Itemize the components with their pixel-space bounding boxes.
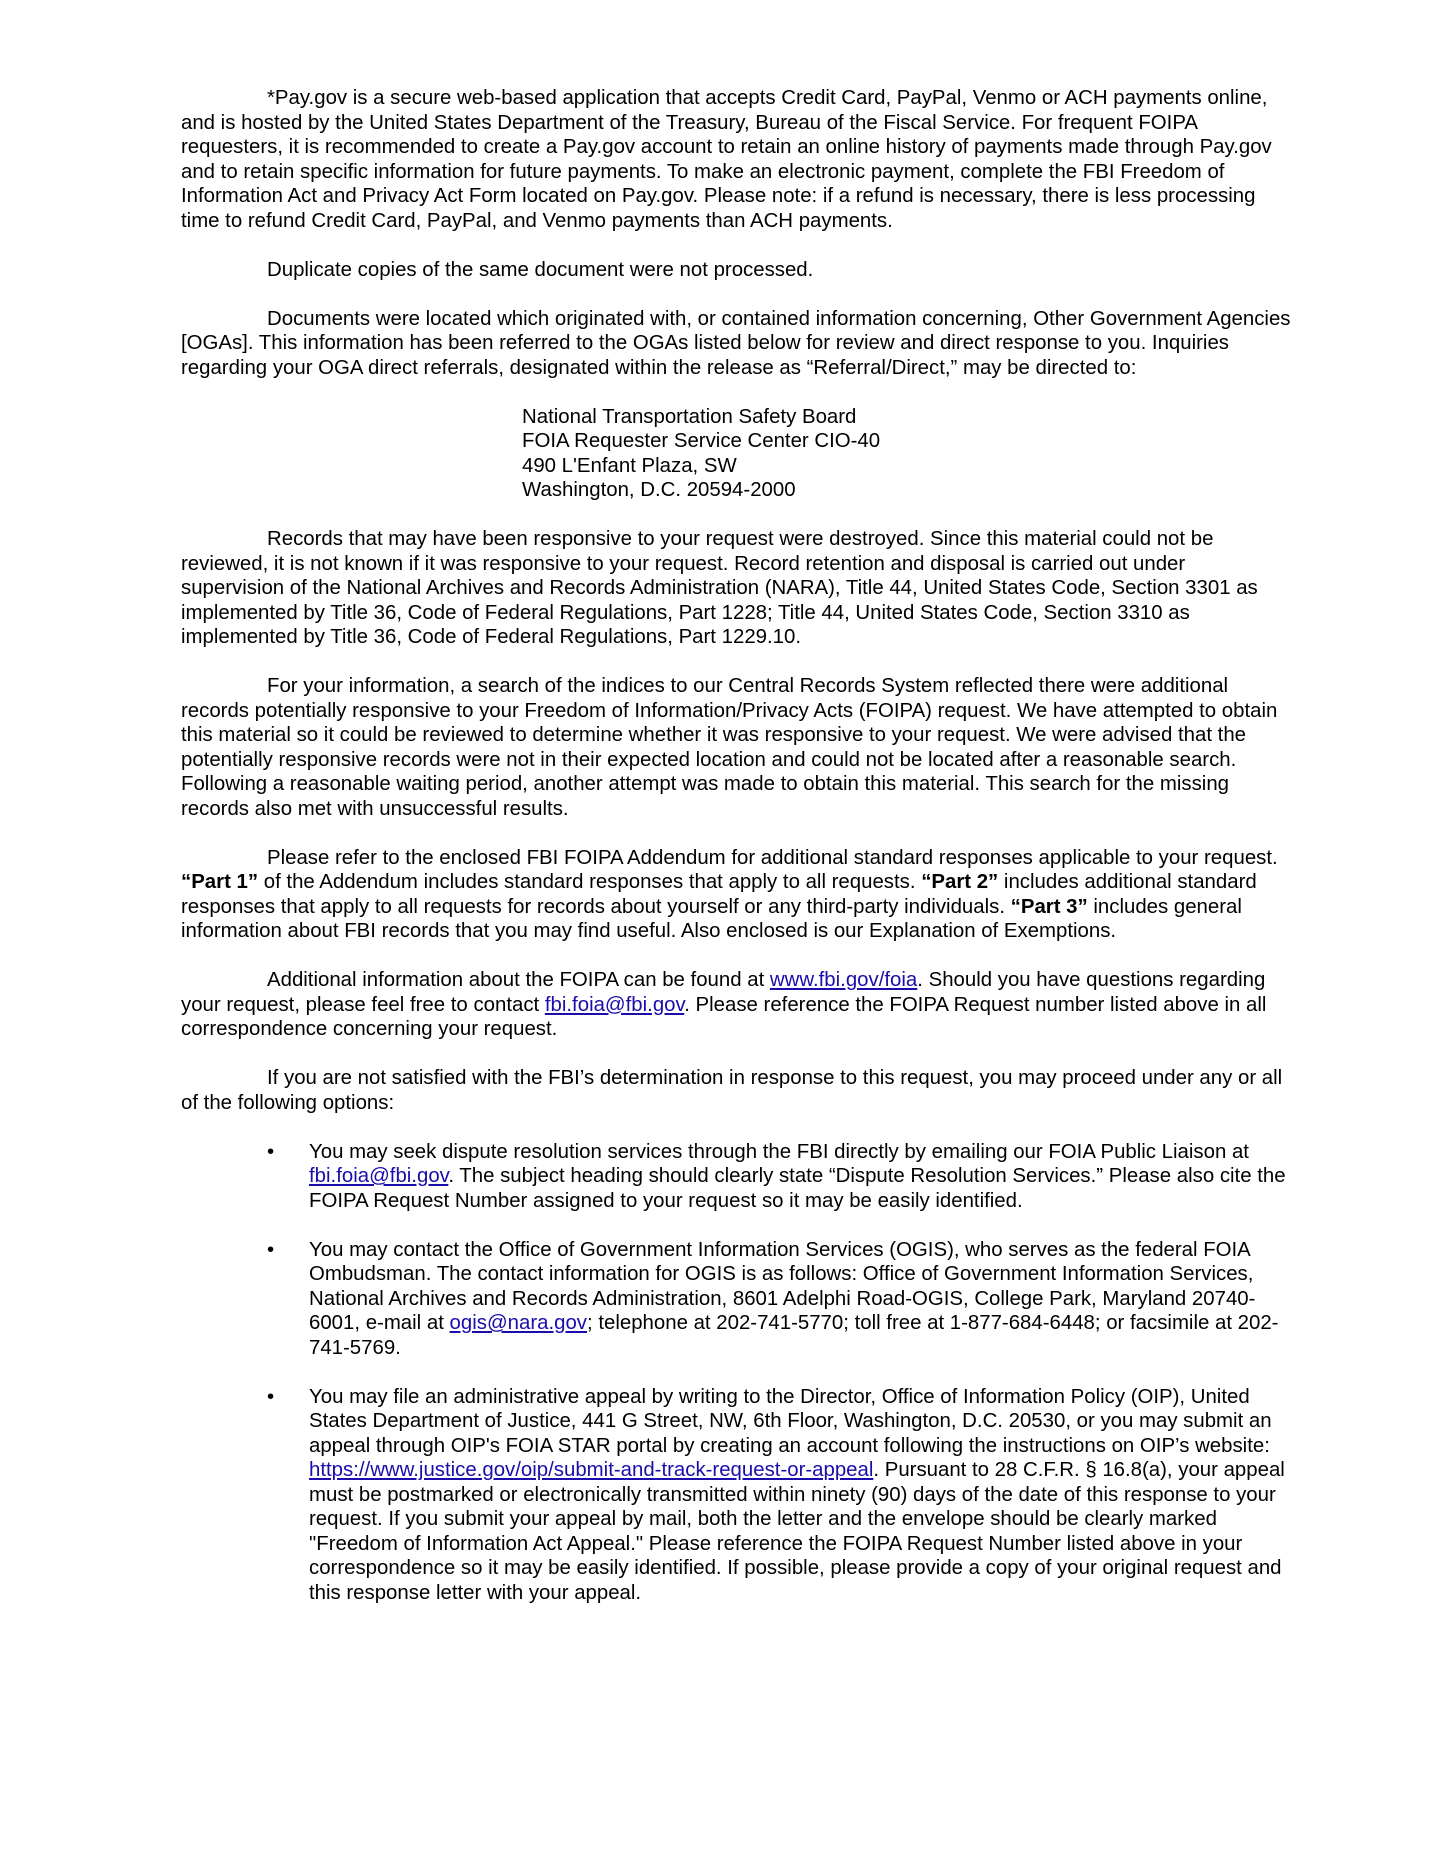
addendum-paragraph — [181, 846, 1291, 944]
dispute-text-2: . The subject heading should clearly state “Dispute Resolution Services.” Please also cite the FOIPA Request Number assigned to your request so it may be easily identified. — [309, 1165, 1286, 1212]
additional-text-3: . Please reference the FOIPA Request number listed above in all correspondence concerning your request. — [181, 993, 1267, 1040]
missing-records-paragraph: For your information, a search of the indices to our Central Records System reflected there were additional records potentially responsive to your Freedom of Information/Privacy Acts (FOIPA) request. We have attempted to obtain this material so it could be reviewed to determine whether it was responsive to your request. We were advised that the potentially responsive records were not in their expected location and could not be located after a reasonable search. Following a reasonable waiting period, another attempt was made to obtain this material. This search for the missing records also met with unsuccessful results. — [181, 675, 1278, 820]
letter-body — [181, 86, 1291, 1630]
bullet-icon: • — [267, 1140, 275, 1163]
part-3-label: “Part 3” — [1010, 895, 1088, 918]
option-ogis — [267, 1238, 1291, 1361]
fbi-foia-website-link[interactable]: www.fbi.gov/foia — [769, 969, 918, 991]
appeal-text-1: You may file an administrative appeal by writing to the Director, Office of Information Policy (OIP), United States Department of Justice, 441 G Street, NW, 6th Floor, Washington, D.C. 20530, or you may submit an appeal through OIP's FOIA STAR portal by creating an account following the instructions on OIP’s website: — [309, 1385, 1272, 1457]
ogis-text-2: ; telephone at 202-741-5770; toll free at 1-877-684-6448; or facsimile at 202-741-5769. — [309, 1312, 1279, 1359]
additional-text-1: Additional information about the FOIPA can be found at — [267, 969, 770, 991]
fbi-foia-email-link[interactable]: fbi.foia@fbi.gov — [544, 993, 685, 1016]
appeal-text-2: . Pursuant to 28 C.F.R. § 16.8(a), your appeal must be postmarked or electronically transmitted within ninety (90) days of the date of this response to your request. If you submit your appeal by mail, both the letter and the envelope should be clearly marked "Freedom of Information Act Appeal." Please reference the FOIPA Request Number listed above in your correspondence so it may be easily identified. If possible, please provide a copy of your original request and this response letter with your appeal. — [309, 1459, 1285, 1604]
addendum-text-2: of the Addendum includes standard responses that apply to all requests. — [258, 871, 922, 893]
dispute-email-link[interactable]: fbi.foia@fbi.gov — [309, 1165, 449, 1187]
dispute-text-1: You may seek dispute resolution services through the FBI directly by emailing our FOIA Public Liaison at — [309, 1140, 1249, 1163]
address-line-3: 490 L'Enfant Plaza, SW — [522, 454, 737, 477]
addendum-text-3: includes additional standard responses that apply to all requests for records about yourself or any third-party individuals. — [181, 871, 1257, 918]
not-satisfied-paragraph: If you are not satisfied with the FBI’s determination in response to this request, you may proceed under any or all of the following options: — [181, 1067, 1283, 1114]
option-administrative-appeal — [267, 1385, 1291, 1606]
options-list — [181, 1140, 1291, 1606]
bullet-icon: • — [267, 1238, 275, 1261]
paygov-paragraph: *Pay.gov is a secure web-based application that accepts Credit Card, PayPal, Venmo or ACH payments online, and is hosted by the United States Department of the Treasury, Bureau of the Fiscal Service. For frequent FOIPA requesters, it is recommended to create a Pay.gov account to retain an online history of payments made through Pay.gov and to retain specific information for future payments. To make an electronic payment, complete the FBI Freedom of Information Act and Privacy Act Form located on Pay.gov. Please note: if a refund is necessary, there is less processing time to refund Credit Card, PayPal, and Venmo payments than ACH payments. — [181, 87, 1272, 232]
ntsb-address-block — [522, 405, 1291, 503]
additional-info-paragraph — [181, 968, 1291, 1042]
additional-text-2: . Should you have questions regarding your request, please feel free to contact — [181, 969, 1266, 1016]
option-dispute-resolution — [267, 1140, 1291, 1214]
oip-appeal-link[interactable]: https://www.justice.gov/oip/submit-and-track-request-or-appeal — [309, 1459, 874, 1481]
address-line-4: Washington, D.C. 20594-2000 — [522, 479, 796, 501]
part-2-label: “Part 2” — [921, 871, 999, 893]
addendum-text-1: Please refer to the enclosed FBI FOIPA Addendum for additional standard responses applicable to your request. — [267, 846, 1278, 869]
addendum-text-4: includes general information about FBI records that you may find useful. Also enclosed is our Explanation of Exemptions. — [181, 895, 1242, 942]
part-1-label: “Part 1” — [181, 871, 259, 893]
address-line-1: National Transportation Safety Board — [522, 405, 857, 428]
oga-paragraph: Documents were located which originated with, or contained information concerning, Other Government Agencies [OGAs]. This information has been referred to the OGAs listed below for review and direct response to you. Inquiries regarding your OGA direct referrals, designated within the release as “Referral/Direct,” may be directed to: — [181, 307, 1291, 379]
duplicates-paragraph: Duplicate copies of the same document were not processed. — [267, 258, 814, 281]
bullet-icon: • — [267, 1385, 275, 1408]
ogis-text-1: You may contact the Office of Government Information Services (OGIS), who serves as the federal FOIA Ombudsman. The contact information for OGIS is as follows: Office of Government Information Services, National Archives and Records Administration, 8601 Adelphi Road-OGIS, College Park, Maryland 20740-6001, e-mail at — [309, 1238, 1256, 1334]
ogis-email-link[interactable]: ogis@nara.gov — [449, 1312, 588, 1334]
address-line-2: FOIA Requester Service Center CIO-40 — [522, 430, 881, 452]
destroyed-records-paragraph: Records that may have been responsive to your request were destroyed. Since this material could not be reviewed, it is not known if it was responsive to your request. Record retention and disposal is carried out under supervision of the National Archives and Records Administration (NARA), Title 44, United States Code, Section 3301 as implemented by Title 36, Code of Federal Regulations, Part 1228; Title 44, United States Code, Section 3310 as implemented by Title 36, Code of Federal Regulations, Part 1229.10. — [181, 528, 1258, 648]
